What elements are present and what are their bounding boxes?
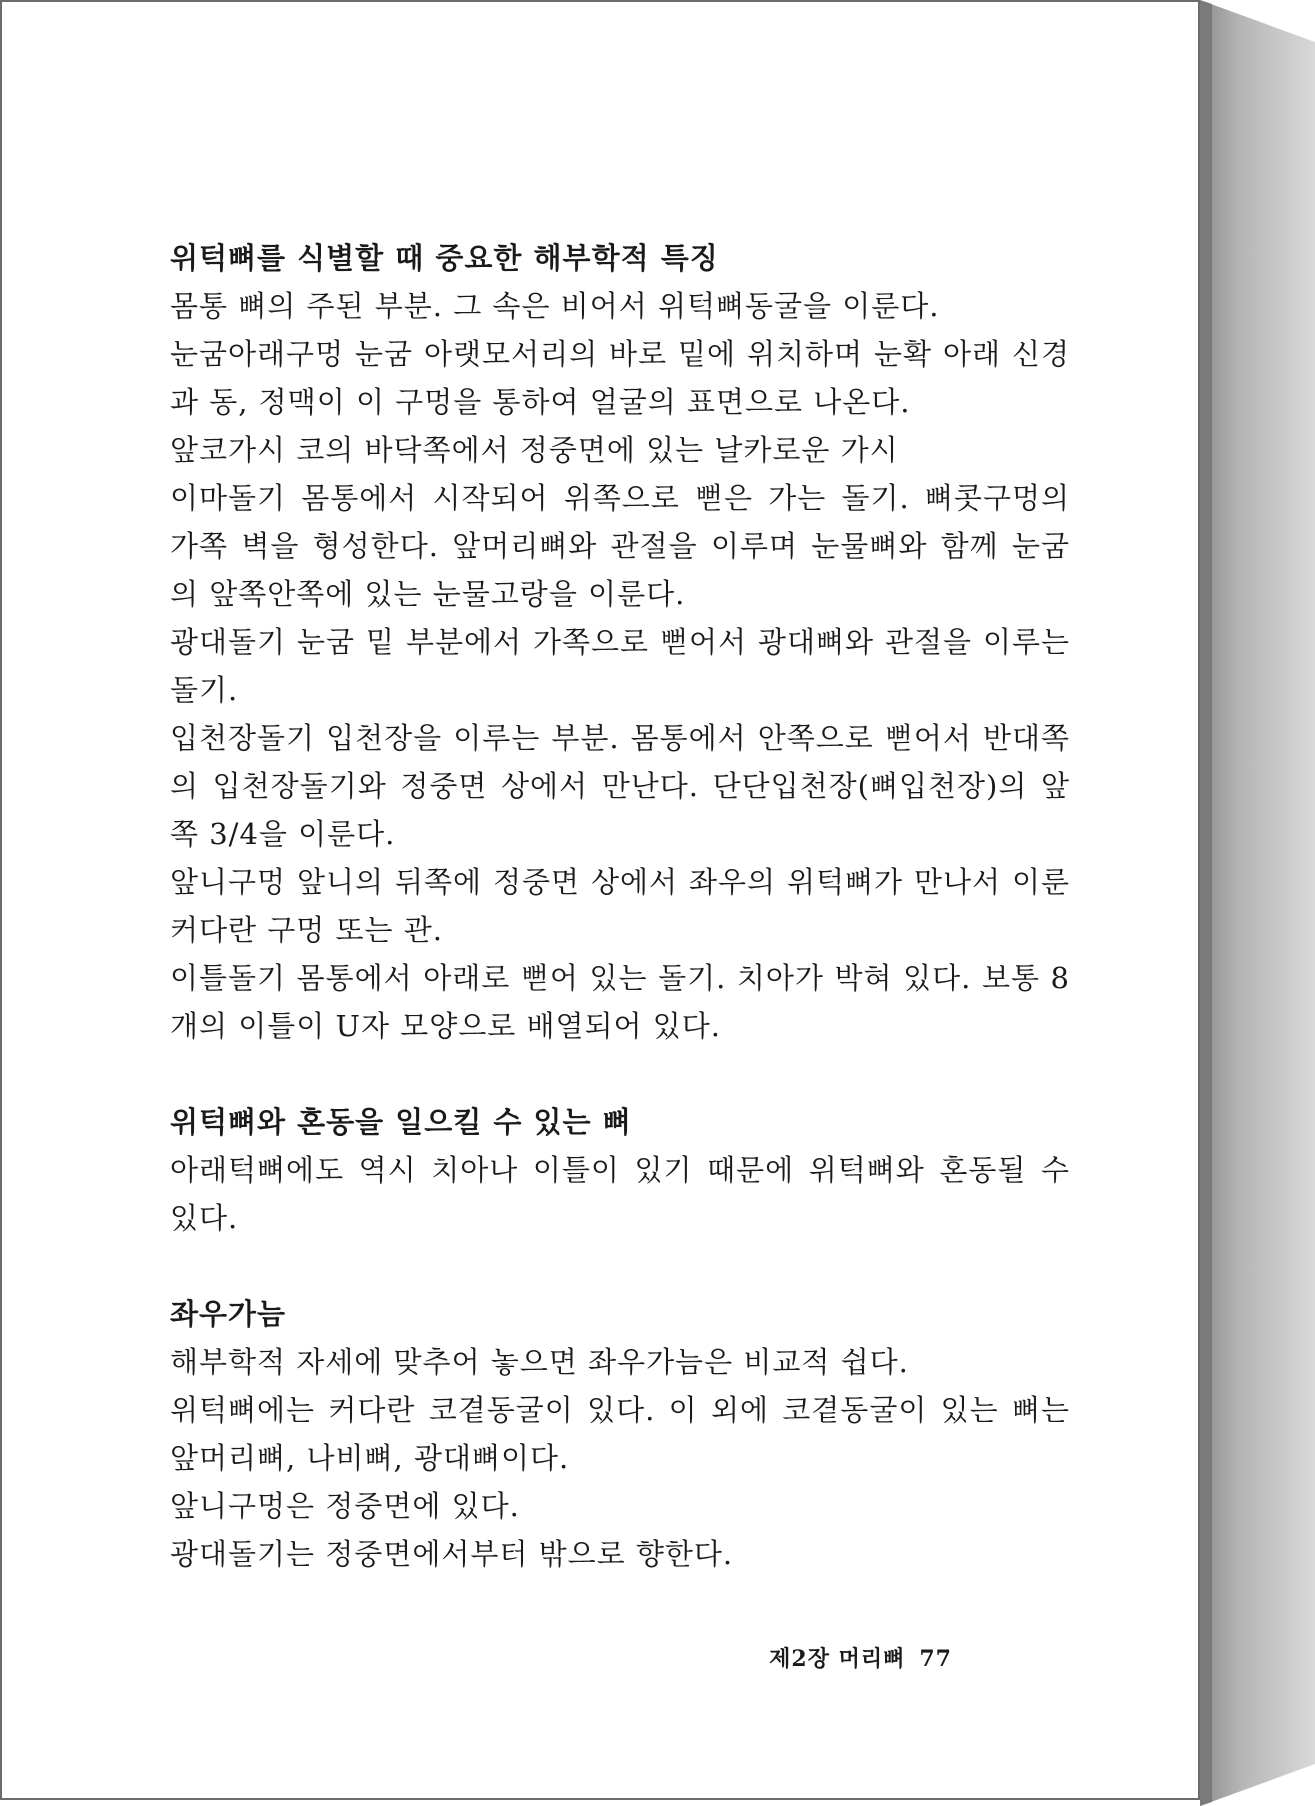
page-body — [170, 234, 1070, 1578]
page-number: 77 — [919, 1646, 952, 1672]
paragraph-zygomatic-process: 광대돌기 눈굼 밑 부분에서 가쪽으로 뻗어서 광대뼈와 관절을 이루는 돌기. — [170, 625, 1070, 707]
paragraph-frontal-process: 이마돌기 몸통에서 시작되어 위쪽으로 뻗은 가는 돌기. 뼈콧구멍의 가쪽 벽을 형성한다. 앞머리뼈와 관절을 이루며 눈물뼈와 함께 눈굼의 앞쪽안쪽에 있는 눈물고랑을 이룬다. — [170, 481, 1070, 611]
section-heading: 좌우가늠 — [170, 1297, 287, 1331]
page-footer — [769, 1642, 952, 1673]
chapter-title: 제2장 머리뼈 — [769, 1646, 906, 1672]
section-heading: 위턱뼈를 식별할 때 중요한 해부학적 특징 — [170, 241, 719, 275]
paragraph-mandible: 아래턱뼈에도 역시 치아나 이틀이 있기 때문에 위턱뼈와 혼동될 수 있다. — [170, 1153, 1070, 1235]
paragraph-incisive-foramen: 앞니구멍 앞니의 뒤쪽에 정중면 상에서 좌우의 위턱뼈가 만나서 이룬 커다란 구멍 또는 관. — [170, 865, 1070, 947]
section-siding — [170, 1290, 1070, 1578]
paragraph-anatomical-position: 해부학적 자세에 맞추어 놓으면 좌우가늠은 비교적 쉽다. — [170, 1345, 909, 1379]
section-confusable-bones — [170, 1098, 1070, 1242]
paragraph-incisive-foramen-midline: 앞니구멍은 정중면에 있다. — [170, 1489, 520, 1523]
section-identification — [170, 234, 1070, 1050]
paragraph-alveolar-process: 이틀돌기 몸통에서 아래로 뻗어 있는 돌기. 치아가 박혀 있다. 보통 8개의 이틀이 U자 모양으로 배열되어 있다. — [170, 961, 1070, 1043]
paragraph-infraorbital-foramen: 눈굼아래구멍 눈굼 아랫모서리의 바로 밑에 위치하며 눈확 아래 신경과 동, 정맥이 이 구멍을 통하여 얼굴의 표면으로 나온다. — [170, 337, 1070, 419]
paragraph-palatine-process: 입천장돌기 입천장을 이루는 부분. 몸통에서 안쪽으로 뻗어서 반대쪽의 입천장돌기와 정중면 상에서 만난다. 단단입천장(뼈입천장)의 앞쪽 3/4을 이룬다. — [170, 721, 1070, 851]
paragraph-zygomatic-direction: 광대돌기는 정중면에서부터 밖으로 향한다. — [170, 1537, 734, 1571]
section-heading: 위턱뼈와 혼동을 일으킬 수 있는 뼈 — [170, 1105, 632, 1139]
paragraph-anterior-nasal-spine: 앞코가시 코의 바닥쪽에서 정중면에 있는 날카로운 가시 — [170, 433, 899, 467]
book-edge-shading — [1200, 0, 1315, 1806]
paragraph-paranasal-sinus: 위턱뼈에는 커다란 코곁동굴이 있다. 이 외에 코곁동굴이 있는 뼈는 앞머리뼈, 나비뼈, 광대뼈이다. — [170, 1393, 1070, 1475]
paragraph-body: 몸통 뼈의 주된 부분. 그 속은 비어서 위턱뼈동굴을 이룬다. — [170, 289, 940, 323]
